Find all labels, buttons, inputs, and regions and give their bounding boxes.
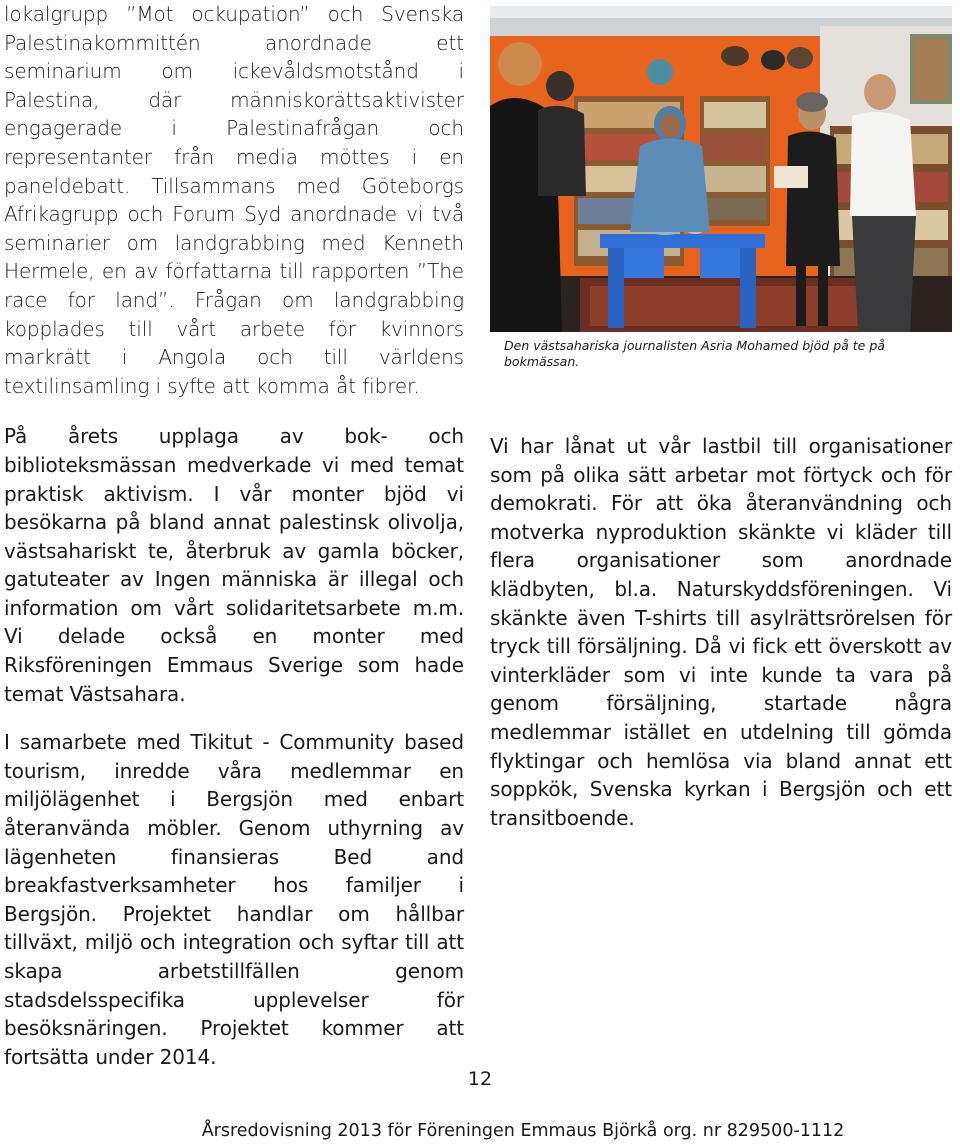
paragraph-tikitut: I samarbete med Tikitut - Community based tourism, inredde våra medlemmar en miljölägenhet i Bergsjön med enbart återanvända möbler. Genom uthyrning av lägenheten finansieras Bed and breakfastverksamheter hos familjer i Bergsjön. Projektet handlar om hållbar tillväxt, miljö och integration och syftar till att skapa arbetstillfällen genom stadsdelsspecifika upplevelser för besöksnäringen. Projektet kommer att fortsätta under 2014. (4, 730, 464, 1069)
left-column (4, 0, 464, 1071)
book-fair-photo (490, 6, 952, 332)
right-column (490, 6, 952, 832)
photo-caption: Den västsahariska journalisten Asria Mohamed bjöd på te på bokmässan. (504, 338, 885, 369)
paragraph-seminars: lokalgrupp ”Mot ockupation” och Svenska Palestinakommittén anordnade ett seminarium om ickevåldsmotstånd i Palestina, där människorättsaktivister engagerade i Palestinafrågan och representanter från media möttes i en paneldebatt. Tillsammans med Göteborgs Afrikagrupp och Forum Syd anordnade vi två seminarier om landgrabbing med Kenneth Hermele, en av författarna till rapporten ”The race for land”. Frågan om landgrabbing kopplades till vårt arbete för kvinnors markrätt i Angola och till världens textilinsamling i syfte att komma åt fibrer. (4, 2, 464, 398)
page-number: 12 (467, 1068, 493, 1090)
book-fair-photo-illustration (490, 6, 952, 332)
page-footer: Årsredovisning 2013 för Föreningen Emmaus Björkå org. nr 829500-1112 (201, 1121, 845, 1141)
paragraph-donations: Vi har lånat ut vår lastbil till organisationer som på olika sätt arbetar mot förtyck och för demokrati. För att öka återanvändning och motverka nyproduktion skänkte vi kläder till flera organisationer som anordnade klädbyten, bl.a. Naturskyddsföreningen. Vi skänkte även T-shirts till asylrättsrörelsen för tryck till försäljning. Då vi fick ett överskott av vinterkläder som vi inte kunde ta vara på genom försäljning, startade några medlemmar istället en utdelning till gömda flyktingar och hemlösa via bland annat ett soppkök, Svenska kyrkan i Bergsjön och ett transitboende. (490, 434, 952, 830)
paragraph-book-fair: På årets upplaga av bok- och biblioteksmässan medverkade vi med temat praktisk aktivism. I vår monter bjöd vi besökarna på bland annat palestinsk olivolja, västsahariskt te, återbruk av gamla böcker, gatuteater av Ingen människa är illegal och information om vårt solidaritetsarbete m.m. Vi delade också en monter med Riksföreningen Emmaus Sverige som hade temat Västsahara. (4, 424, 464, 706)
